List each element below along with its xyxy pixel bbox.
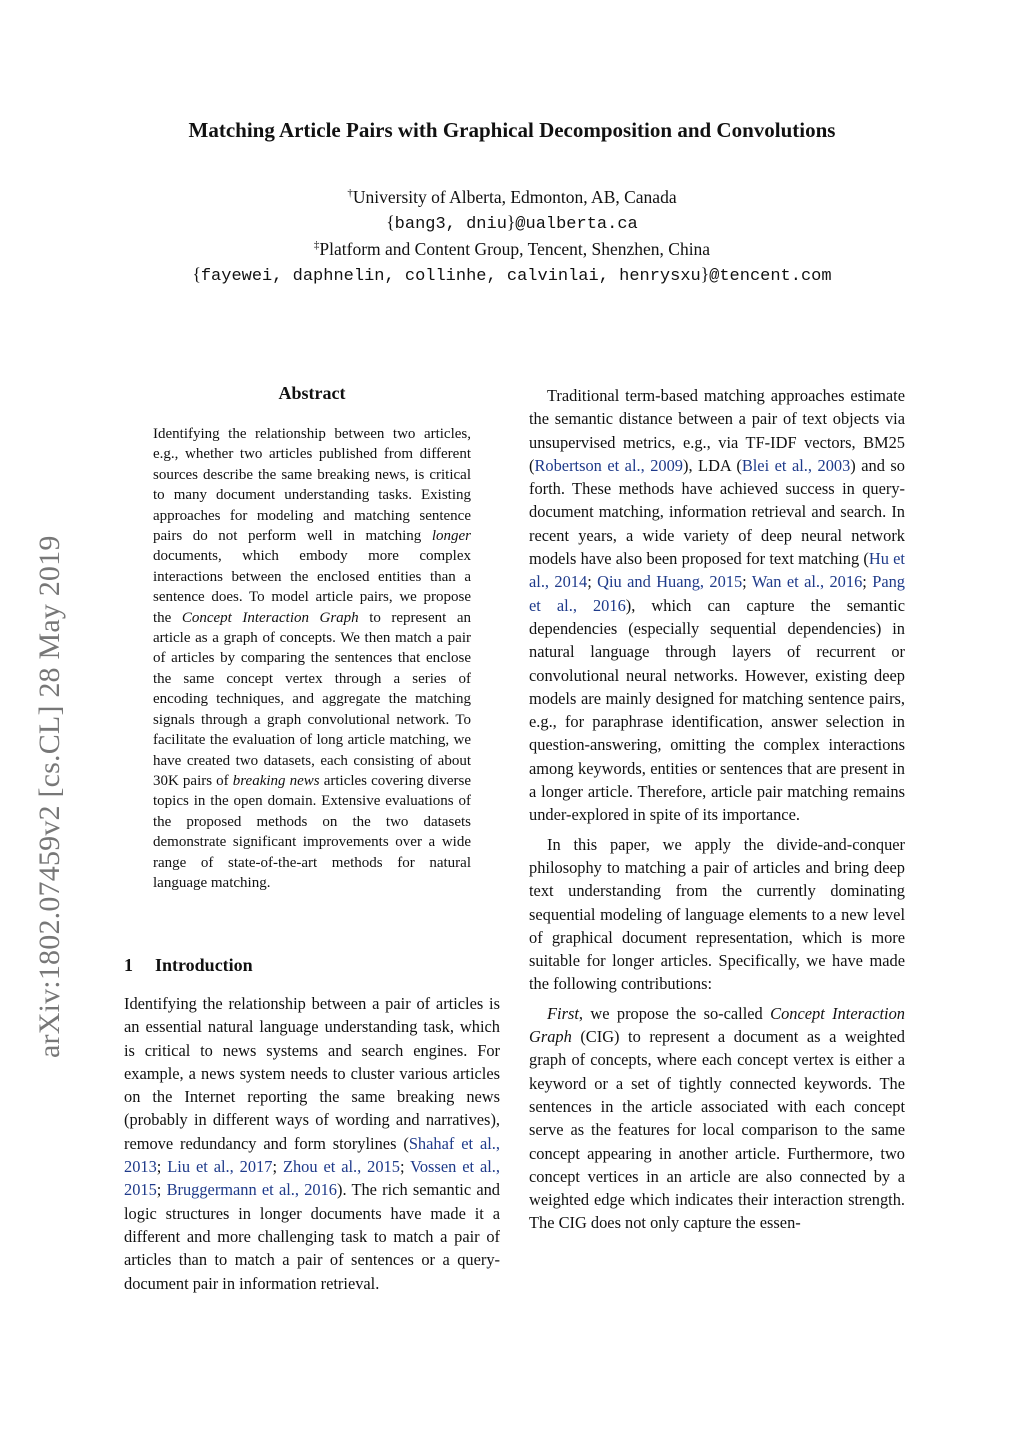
emphasized-text: breaking news — [232, 772, 320, 789]
text-run: ), LDA ( — [683, 455, 742, 475]
text-run: ; — [156, 1157, 168, 1177]
email-brace-close: } — [506, 211, 516, 232]
intro-paragraph-4 — [529, 1002, 905, 1235]
text-run: Identifying the relationship between two articles, e.g., whether two articles published from different sources describe the same breaking news, is critical to many document understanding tasks. Existing approaches for modeling and matching sentence pairs do not perform well in matching — [153, 426, 471, 545]
emphasized-text: Concept Interaction Graph — [181, 609, 359, 626]
email-users: bang3, dniu — [394, 214, 507, 234]
text-run: ), which can capture the semantic dependencies (especially sequential dependencies) in natural language through layers of recurrent or convolutional neural networks. However, existing deep models are mainly designed for matching sentence pairs, e.g., for paraphrase identification, answer selection in question-answering, omitting the complex interactions among keywords, entities or sentences that are present in a longer article. Therefore, article pair matching remains under-explored in spite of its importance. — [529, 595, 905, 825]
arxiv-identifier-stamp: arXiv:1802.07459v2 [cs.CL] 28 May 2019 — [33, 535, 66, 1058]
abstract-body — [153, 424, 471, 893]
text-run: , we propose the so-called — [578, 1003, 771, 1023]
paper-title: Matching Article Pairs with Graphical Decomposition and Convolutions — [188, 118, 836, 142]
email-brace-open: { — [192, 263, 201, 284]
affiliation-name: Platform and Content Group, Tencent, Shenzhen, China — [319, 239, 711, 259]
section-heading-introduction — [124, 955, 253, 976]
email-brace-open: { — [386, 211, 395, 232]
text-run: ; — [587, 572, 598, 592]
citation-link[interactable]: Shahaf et al., 2013 — [124, 1133, 500, 1177]
text-run: documents, which embody more complex interactions between the enclosed entities than a sentence does. To model article pairs, we propose the — [153, 548, 471, 626]
text-run: ) and so forth. These methods have achieved success in query-document matching, information retrieval and search. In recent years, a wide variety of deep neural network models have also been proposed for text matching ( — [529, 455, 905, 569]
left-column-body — [124, 992, 500, 1295]
affiliation-2 — [0, 237, 1024, 262]
abstract-heading: Abstract — [278, 383, 346, 403]
emphasized-text: First — [547, 1003, 579, 1023]
citation-link[interactable]: Pang et al., 2016 — [529, 572, 906, 615]
affiliation-name: University of Alberta, Edmonton, AB, Canada — [352, 187, 677, 207]
citation-link[interactable]: Blei et al., 2003 — [741, 455, 851, 475]
affiliation-1 — [0, 185, 1024, 210]
text-run: (CIG) to represent a document as a weighted graph of concepts, where each concept vertex is either a keyword or a set of tightly connected keywords. The sentences in the article associated with each concept serve as the features for local comparison to the same concept appearing in another article. Furthermore, two concept vertices in an article are also connected by a weighted edge which indicates their interaction strength. The CIG does not only capture the essen- — [529, 1027, 905, 1233]
citation-link[interactable]: Liu et al., 2017 — [167, 1157, 273, 1177]
email-brace-close: } — [700, 263, 710, 284]
text-run: ; — [399, 1157, 411, 1177]
section-title: Introduction — [155, 955, 253, 975]
text-run: Traditional term-based matching approaches estimate the semantic distance between a pair of text objects via unsupervised metrics, e.g., via TF-IDF vectors, BM25 ( — [529, 386, 905, 475]
text-run: ; — [156, 1180, 167, 1200]
email-users: fayewei, daphnelin, collinhe, calvinlai, henrysxu — [200, 266, 701, 286]
right-column-body — [529, 384, 905, 1235]
text-run: In this paper, we apply the divide-and-conquer philosophy to matching a pair of articles and bring deep text understanding from the currently dominating sequential modeling of language elements to a new level of graphical document representation, which is more suitable for longer articles. Specifically, we have made the following contributions: — [529, 834, 905, 994]
intro-paragraph-2 — [529, 384, 905, 827]
section-number: 1 — [124, 955, 133, 975]
email-line-1 — [0, 210, 1024, 238]
citation-link[interactable]: Qiu and Huang, 2015 — [597, 572, 743, 592]
citation-link[interactable]: Zhou et al., 2015 — [282, 1157, 400, 1177]
email-domain: @tencent.com — [709, 266, 832, 286]
citation-link[interactable]: Wan et al., 2016 — [751, 572, 863, 592]
intro-paragraph-1 — [124, 992, 500, 1295]
emphasized-text: Concept Interaction Graph — [529, 1003, 905, 1047]
affiliation-mark: ‡ — [313, 239, 320, 252]
text-run: articles covering diverse topics in the open domain. Extensive evaluations of the proposed methods on the two datasets demonstrate significant improvements over a wide range of state-of-the-art methods for natural language matching. — [153, 772, 471, 891]
text-run: ; — [742, 572, 752, 592]
text-run: Identifying the relationship between a pair of articles is an essential natural language understanding task, which is critical to news systems and search engines. For example, a news system needs to cluster various articles on the Internet reporting the same breaking news (probably in different ways of wording and narratives), remove redundancy and form storylines ( — [124, 994, 500, 1153]
citation-link[interactable]: Robertson et al., 2009 — [534, 455, 683, 475]
citation-link[interactable]: Bruggermann et al., 2016 — [166, 1180, 337, 1200]
text-run: ). The rich semantic and logic structures in longer documents have made it a different and more challenging task to match a pair of articles than to match a pair of sentences or a query-document pair in information retrieval. — [124, 1180, 500, 1293]
text-run: ; — [862, 572, 873, 592]
email-line-2 — [0, 262, 1024, 290]
emphasized-text: longer — [431, 528, 471, 545]
email-domain: @ualberta.ca — [515, 214, 638, 234]
affiliation-mark: † — [347, 187, 353, 200]
text-run: ; — [272, 1157, 283, 1177]
author-block — [0, 185, 1024, 289]
citation-link[interactable]: Hu et al., 2014 — [529, 549, 905, 592]
text-run: to represent an article as a graph of concepts. We then match a pair of articles by comparing the sentences that enclose the same concept vertex through a series of encoding techniques, and aggregate the matching signals through a graph convolutional network. To facilitate the evaluation of long article matching, we have created two datasets, each consisting of about 30K pairs of — [153, 609, 472, 789]
citation-link[interactable]: Vossen et al., 2015 — [124, 1157, 500, 1200]
intro-paragraph-3 — [529, 833, 905, 996]
